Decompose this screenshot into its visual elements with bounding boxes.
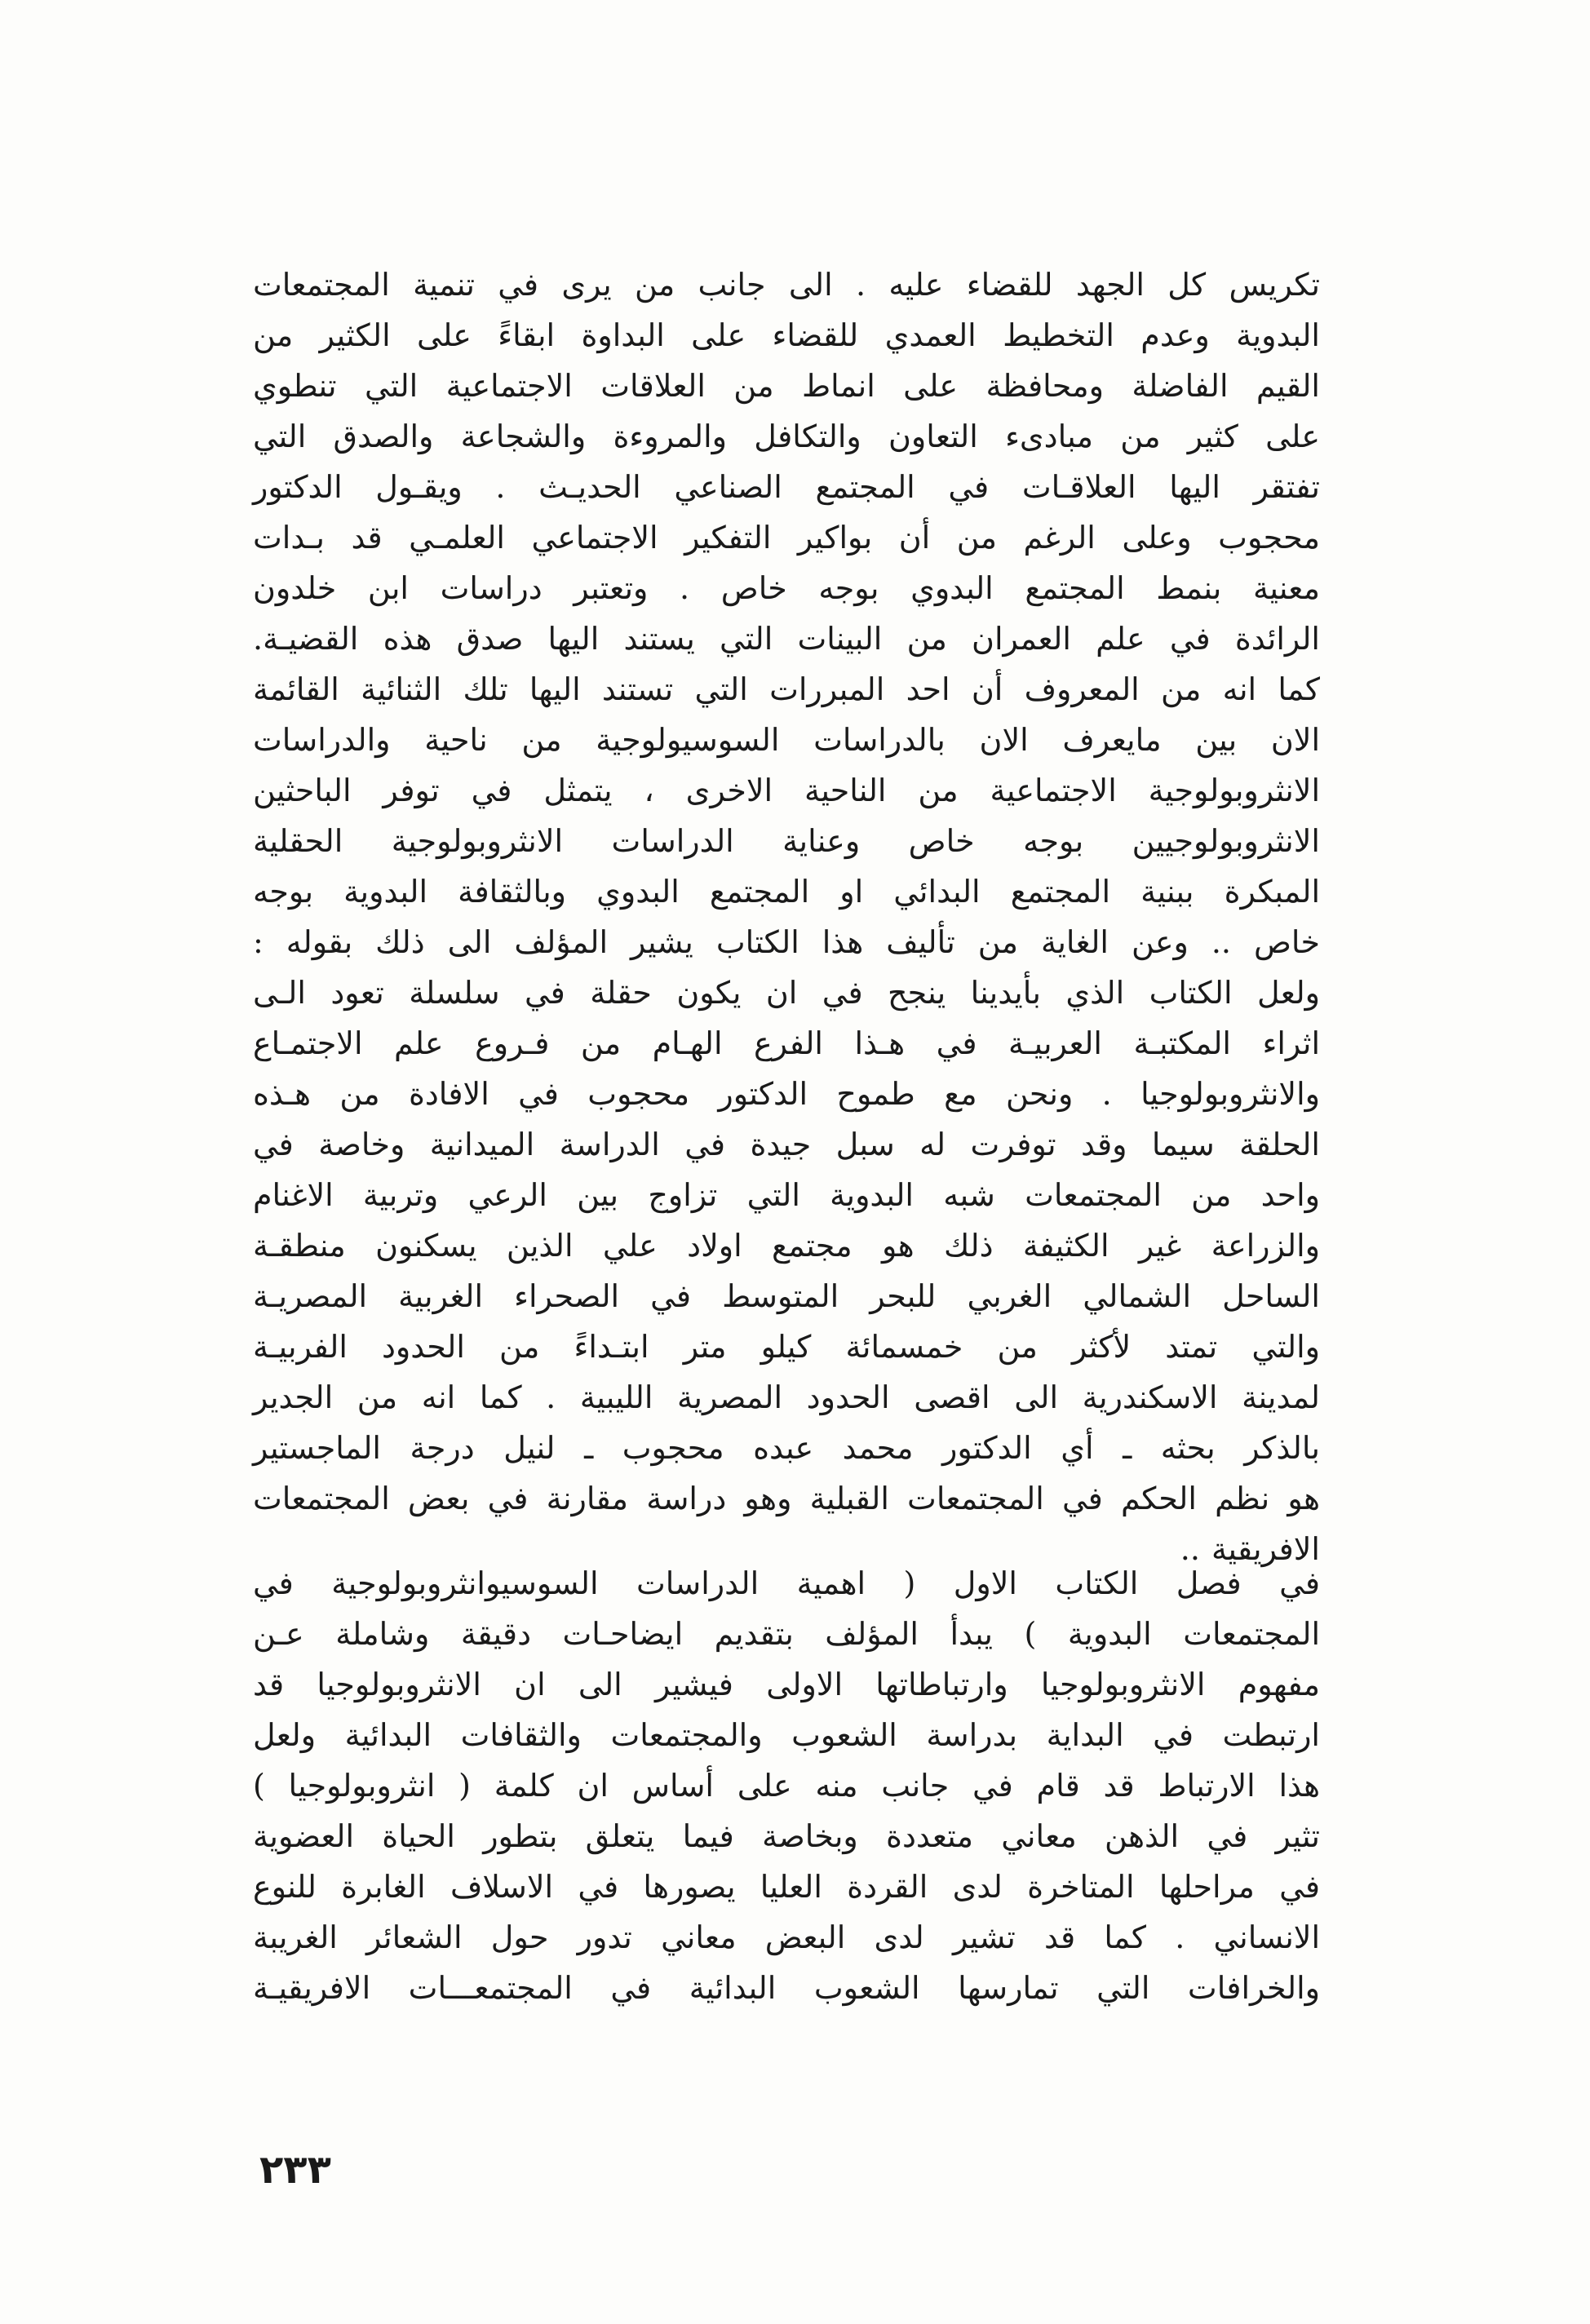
text-line: القيم الفاضلة ومحافظة على انماط من العلاقات الاجتماعية التي تنطوي: [253, 368, 1320, 404]
text-line: الحلقة سيما وقد توفرت له سبل جيدة في الدراسة الميدانية وخاصة في: [253, 1127, 1320, 1162]
text-line: الرائدة في علم العمران من البينات التي يستند اليها صدق هذه القضيـة.: [253, 621, 1320, 657]
text-line: هو نظم الحكم في المجتمعات القبلية وهو دراسة مقارنة في بعض المجتمعات: [253, 1481, 1320, 1516]
text-line: الساحل الشمالي الغربي للبحر المتوسط في الصحراء الغربية المصريـة: [253, 1278, 1320, 1314]
text-line: والخرافات التي تمارسها الشعوب البدائية في المجتمعـــات الافريقيـة: [253, 1970, 1320, 2006]
text-line: والزراعة غير الكثيفة ذلك هو مجتمع اولاد علي الذين يسكنون منطقـة: [253, 1228, 1320, 1264]
paragraph-1: [253, 259, 1320, 1574]
text-line: الان بين مايعرف الان بالدراسات السوسيولوجية من ناحية والدراسات: [253, 722, 1320, 758]
text-line: في فصل الكتاب الاول ( اهمية الدراسات السوسيوانثروبولوجية في: [253, 1565, 1320, 1601]
text-line: مفهوم الانثروبولوجيا وارتباطاتها الاولى فيشير الى ان الانثروبولوجيا قد: [253, 1667, 1320, 1702]
text-line: في مراحلها المتاخرة لدى القردة العليا يصورها في الاسلاف الغابرة للنوع: [253, 1869, 1320, 1905]
text-line: الانساني . كما قد تشير لدى البعض معاني تدور حول الشعائر الغريبة: [253, 1919, 1320, 1955]
text-line: المبكرة ببنية المجتمع البدائي او المجتمع البدوي وبالثقافة البدوية بوجه: [253, 874, 1320, 910]
text-line: تكريس كل الجهد للقضاء عليه . الى جانب من يرى في تنمية المجتمعات: [253, 267, 1320, 303]
text-line: لمدينة الاسكندرية الى اقصى الحدود المصرية الليبية . كما انه من الجدير: [253, 1379, 1320, 1415]
text-line: ولعل الكتاب الذي بأيدينا ينجح في ان يكون حقلة في سلسلة تعود الـى: [253, 975, 1320, 1011]
text-line: الانثروبولوجيين بوجه خاص وعناية الدراسات الانثروبولوجية الحقلية: [253, 823, 1320, 859]
text-line: تفتقر اليها العلاقـات في المجتمع الصناعي الحديـث . ويقـول الدكتور: [253, 469, 1320, 505]
page-number: ٢٣٣: [259, 2147, 331, 2193]
text-line: خاص .. وعن الغاية من تأليف هذا الكتاب يشير المؤلف الى ذلك بقوله :: [253, 924, 1320, 960]
text-line: المجتمعات البدوية ) يبدأ المؤلف بتقديم ايضاحـات دقيقة وشاملة عـن: [253, 1616, 1320, 1652]
text-line: اثراء المكتبـة العربيـة في هـذا الفرع الهـام من فـروع علم الاجتمـاع: [253, 1025, 1320, 1061]
text-line: بالذكر بحثه ـ أي الدكتور محمد عبده محجوب ـ لنيل درجة الماجستير: [253, 1430, 1321, 1466]
text-line: واحد من المجتمعات شبه البدوية التي تزاوج بين الرعي وتربية الاغنام: [253, 1177, 1320, 1213]
text-line: على كثير من مبادىء التعاون والتكافل والمروءة والشجاعة والصدق التي: [253, 418, 1320, 454]
text-line: تثير في الذهن معاني متعددة وبخاصة فيما يتعلق بتطور الحياة العضوية: [253, 1818, 1320, 1854]
paragraph-2: [253, 1558, 1320, 2013]
text-line: كما انه من المعروف أن احد المبررات التي تستند اليها تلك الثنائية القائمة: [253, 671, 1320, 707]
text-line: محجوب وعلى الرغم من أن بواكير التفكير الاجتماعي العلمـي قد بـدات: [253, 520, 1320, 556]
text-line: والانثروبولوجيا . ونحن مع طموح الدكتور محجوب في الافادة من هـذه: [253, 1076, 1320, 1112]
text-line: الانثروبولوجية الاجتماعية من الناحية الاخرى ، يتمثل في توفر الباحثين: [253, 772, 1320, 808]
text-line: معنية بنمط المجتمع البدوي بوجه خاص . وتعتبر دراسات ابن خلدون: [253, 570, 1320, 606]
text-line: البدوية وعدم التخطيط العمدي للقضاء على البداوة ابقاءً على الكثير من: [253, 317, 1320, 353]
text-line: والتي تمتد لأكثر من خمسمائة كيلو متر ابتـداءً من الحدود الفربيـة: [253, 1329, 1320, 1365]
text-line: الافريقية ..: [1180, 1531, 1320, 1567]
text-line: هذا الارتباط قد قام في جانب منه على أساس ان كلمة ( انثروبولوجيا ): [253, 1768, 1320, 1804]
text-line: ارتبطت في البداية بدراسة الشعوب والمجتمعات والثقافات البدائية ولعل: [253, 1717, 1320, 1753]
